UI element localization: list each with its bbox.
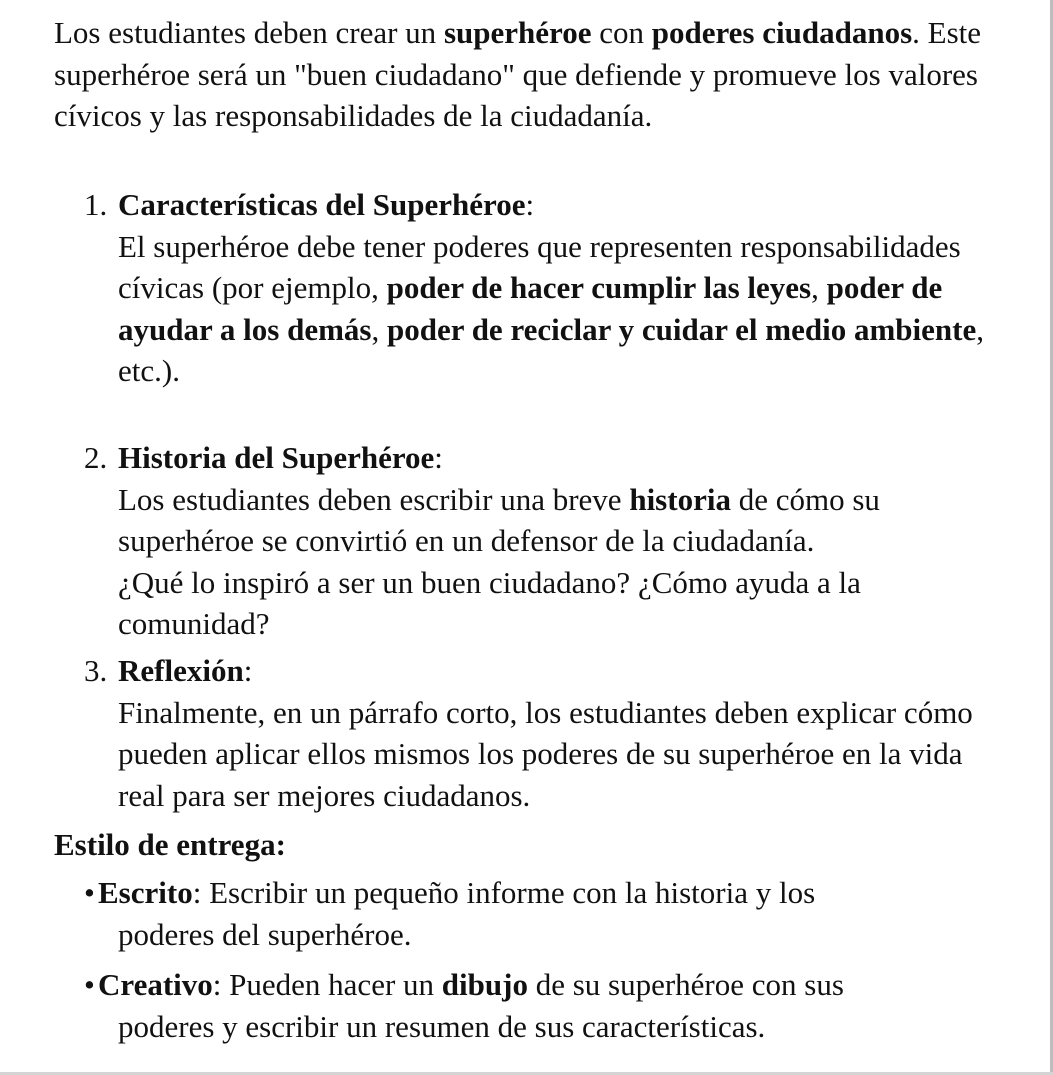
item-body-questions: ¿Qué lo inspiró a ser un buen ciudadano? ¿Cómo ayuda a la comunidad?: [118, 564, 861, 641]
item-bold-3: poder de reciclar y cuidar el medio ambiente: [387, 311, 977, 347]
item-text-3: ,: [371, 311, 387, 347]
list-number: 2.: [84, 440, 108, 475]
item-title: Características del Superhéroe: [118, 187, 526, 222]
item-title-line: [118, 184, 1014, 226]
bullet-creative: [84, 964, 1014, 1047]
item-text-1: Los estudiantes deben escribir una breve: [118, 481, 630, 517]
bullet-label: Creativo: [98, 967, 213, 1002]
item-title-line: [118, 650, 1014, 692]
list-number: 1.: [84, 187, 108, 222]
item-title-line: [118, 437, 1014, 479]
intro-paragraph: [54, 12, 1014, 137]
item-text-4: , etc.).: [118, 311, 984, 388]
bullet-line-2: poderes y escribir un resumen de sus características.: [118, 1008, 766, 1044]
bullet-label: Escrito: [98, 875, 193, 910]
intro-bold-superhero: superhéroe: [443, 15, 592, 50]
bullet-bold-drawing: dibujo: [441, 967, 528, 1002]
bullet-line-2: poderes del superhéroe.: [118, 916, 412, 952]
item-body: [118, 226, 1014, 392]
item-text-2: de cómo su superhéroe se convirtió en un defensor de la ciudadanía.: [118, 481, 880, 558]
bullet-text-2: de su superhéroe con sus: [527, 967, 844, 1002]
bullet-dot: •: [84, 875, 95, 910]
list-number: 3.: [84, 653, 108, 688]
bullet-text-1: : Pueden hacer un: [212, 967, 442, 1002]
bullet-written: [84, 872, 1014, 955]
intro-text-1: Los estudiantes deben crear un: [54, 15, 444, 50]
delivery-heading: Estilo de entrega:: [54, 827, 286, 862]
item-text-1: El superhéroe debe tener poderes que representen responsabilidades cívicas (por ejemplo,: [118, 228, 961, 305]
bullet-dot: •: [84, 967, 95, 1002]
item-title: Historia del Superhéroe: [118, 440, 435, 475]
bullet-line-1: [98, 964, 1014, 1006]
item-bold-1: historia: [629, 481, 731, 517]
item-text-2: ,: [811, 270, 827, 305]
item-bold-2: poder de ayudar a los demás: [118, 270, 943, 347]
intro-text-3: . Este superhéroe será un "buen ciudadano" que defiende y promueve los valores cívicos y las responsabilidades de la ciudadanía.: [54, 15, 982, 133]
bullet-line-1: [98, 872, 1014, 914]
bullet-text: : Escribir un pequeño informe con la historia y los: [192, 875, 816, 910]
list-item-reflection: [84, 650, 1014, 816]
item-bold-1: poder de hacer cumplir las leyes: [386, 270, 812, 305]
item-title-colon: :: [243, 653, 253, 688]
intro-text-2: con: [591, 15, 652, 50]
item-body: [118, 479, 1014, 562]
intro-bold-citizen-powers: poderes ciudadanos: [651, 15, 913, 50]
list-item-story: [84, 437, 1014, 645]
item-title-colon: :: [434, 440, 443, 475]
item-title-colon: :: [525, 187, 535, 222]
item-title: Reflexión: [118, 653, 244, 688]
list-item-characteristics: [84, 184, 1014, 392]
item-body: Finalmente, en un párrafo corto, los estudiantes deben explicar cómo pueden aplicar ellos mismos los poderes de su superhéroe en la vida real para ser mejores ciudadanos.: [118, 694, 973, 813]
